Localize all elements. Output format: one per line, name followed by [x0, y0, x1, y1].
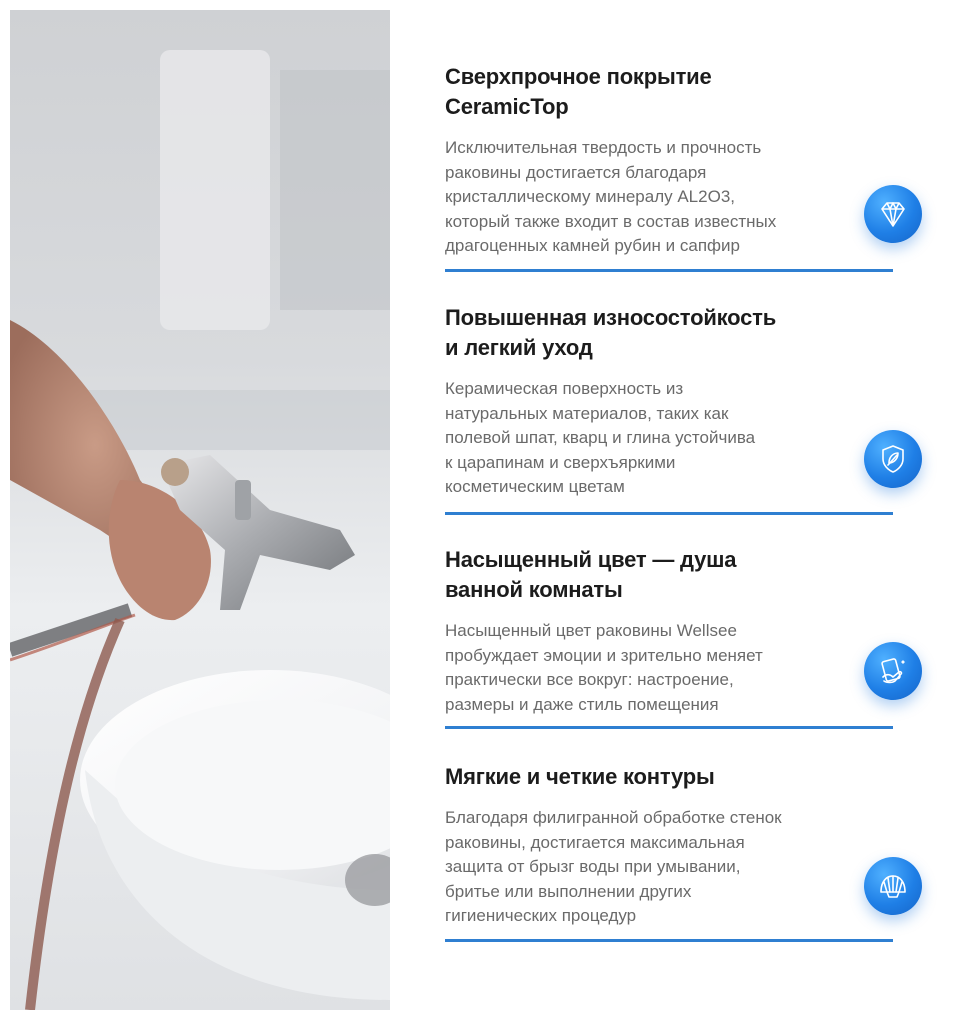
shield-feather-icon — [864, 430, 922, 488]
feature-item — [445, 762, 925, 929]
feature-title: Мягкие и четкие контуры — [445, 764, 715, 789]
feature-description: Исключительная твердость и прочность раковины достигается благодаря кристаллическому минералу AL2O3, который также входит в состав известных драгоценных камней рубин и сапфир — [445, 138, 777, 255]
feature-description: Керамическая поверхность из натуральных материалов, таких как полевой шпат, кварц и глина устойчива к царапинам и сверхъяркими косметическим цветам — [445, 379, 756, 496]
feature-description: Благодаря филигранной обработке стенок раковины, достигается максимальная защита от брызг воды при умывании, бритье или выполнении других гигиенических процедур — [445, 808, 782, 925]
shell-icon — [864, 857, 922, 915]
feature-title: Насыщенный цвет — душа ванной комнаты — [445, 547, 737, 602]
feature-title: Сверхпрочное покрытие CeramicTop — [445, 64, 712, 119]
hand-wash-icon — [864, 642, 922, 700]
feature-item — [445, 303, 925, 500]
feature-divider — [445, 269, 893, 272]
feature-item — [445, 62, 925, 259]
feature-divider — [445, 512, 893, 515]
feature-divider — [445, 726, 893, 729]
feature-description: Насыщенный цвет раковины Wellsee пробуждает эмоции и зрительно меняет практически все вокруг: настроение, размеры и даже стиль помещения — [445, 621, 763, 714]
feature-item — [445, 545, 925, 717]
feature-divider — [445, 939, 893, 942]
feature-title: Повышенная износостойкость и легкий уход — [445, 305, 777, 360]
diamond-icon — [864, 185, 922, 243]
